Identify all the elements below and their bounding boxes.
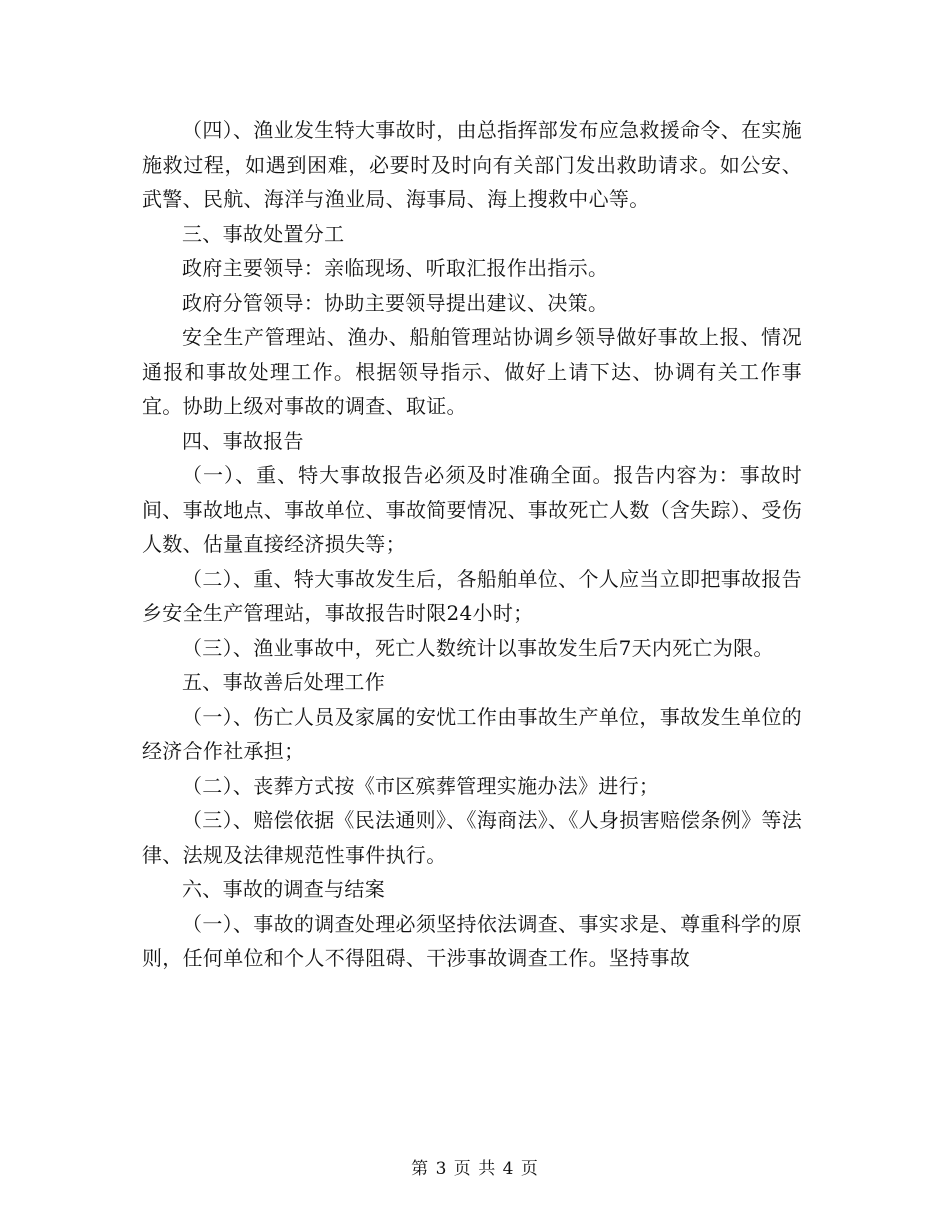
paragraph-report-content: （一）、重、特大事故报告必须及时准确全面。报告内容为：事故时间、事故地点、事故单位、事故简要情况、事故死亡人数（含失踪）、受伤人数、估量直接经济损失等；	[142, 463, 802, 556]
paragraph-main-leader: 政府主要领导：亲临现场、听取汇报作出指示。	[182, 256, 609, 280]
paragraph-comfort-work: （一）、伤亡人员及家属的安忧工作由事故生产单位，事故发生单位的经济合作社承担；	[142, 704, 802, 763]
heading-section-5: 五、事故善后处理工作	[182, 670, 385, 694]
paragraph-safety-station: 安全生产管理站、渔办、船舶管理站协调乡领导做好事故上报、情况通报和事故处理工作。根据领导指示、做好上请下达、协调有关工作事宜。协助上级对事故的调查、取证。	[142, 325, 802, 418]
paragraph-emergency-command: （四）、渔业发生特大事故时，由总指挥部发布应急救援命令、在实施施救过程，如遇到困难，必要时及时向有关部门发出救助请求。如公安、武警、民航、海洋与渔业局、海事局、海上搜救中心等。	[142, 118, 802, 211]
document-body	[142, 113, 802, 976]
paragraph-deputy-leader: 政府分管领导：协助主要领导提出建议、决策。	[182, 290, 609, 315]
page-number-footer: 第 3 页 共 4 页	[411, 1159, 539, 1179]
paragraph-death-count: （三）、渔业事故中，死亡人数统计以事故发生后7天内死亡为限。	[182, 635, 774, 660]
heading-section-4: 四、事故报告	[182, 428, 304, 453]
heading-section-6: 六、事故的调查与结案	[182, 877, 385, 901]
paragraph-compensation: （三）、赔偿依据《民法通则》、《海商法》、《人身损害赔偿条例》等法律、法规及法律规范性事件执行。	[142, 808, 802, 867]
paragraph-funeral: （二）、丧葬方式按《市区殡葬管理实施办法》进行；	[182, 773, 660, 798]
heading-section-3: 三、事故处置分工	[182, 221, 345, 246]
paragraph-investigation: （一）、事故的调查处理必须坚持依法调查、事实求是、尊重科学的原则，任何单位和个人不得阻碍、干涉事故调查工作。坚持事故	[142, 911, 802, 970]
paragraph-report-deadline: （二）、重、特大事故发生后，各船舶单位、个人应当立即把事故报告乡安全生产管理站，事故报告时限24小时；	[142, 566, 802, 625]
